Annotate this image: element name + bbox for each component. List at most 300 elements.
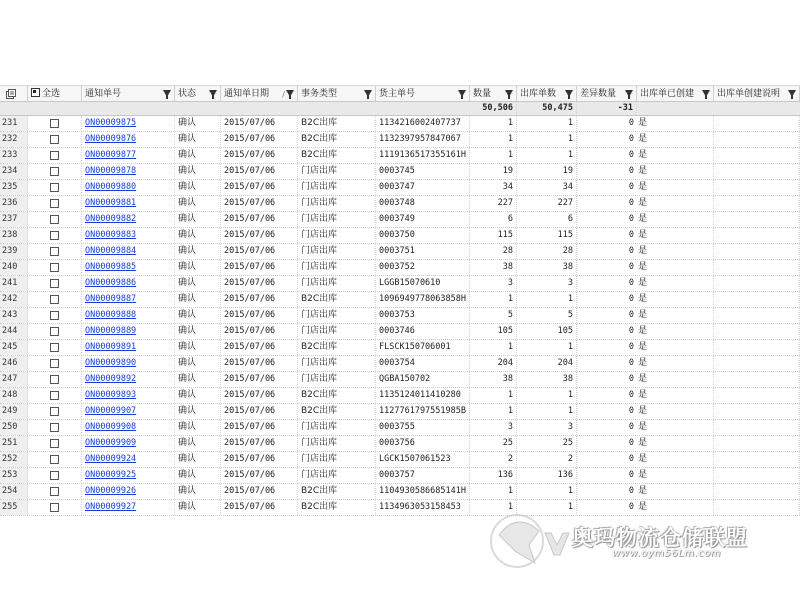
col-header-label: 出库单创建说明 (717, 89, 781, 99)
notice-number-link[interactable]: ON00009882 (82, 212, 175, 227)
filter-icon[interactable] (458, 90, 466, 97)
table-row[interactable] (0, 324, 800, 340)
out-note-cell (714, 228, 800, 243)
tx-type-cell: 门店出库 (298, 228, 376, 243)
tx-type-cell: B2C出库 (298, 116, 376, 131)
date-cell: 2015/07/06 (221, 292, 298, 307)
row-checkbox[interactable] (50, 423, 59, 432)
select-all-header[interactable] (28, 86, 82, 101)
tx-type-cell: 门店出库 (298, 212, 376, 227)
row-select[interactable] (28, 244, 82, 259)
row-select[interactable] (28, 388, 82, 403)
diff-qty-cell: 0 (628, 230, 634, 240)
owner-no-cell: 0003751 (376, 244, 470, 259)
notice-number-link[interactable]: ON00009884 (82, 244, 175, 259)
filter-icon[interactable] (505, 90, 513, 97)
owner-no-cell: QGBA150702 (376, 372, 470, 387)
filter-icon[interactable] (788, 90, 796, 97)
tx-type-cell: 门店出库 (298, 196, 376, 211)
diff-qty-cell: 0 (628, 214, 634, 224)
col-header-diff-qty[interactable] (577, 86, 637, 101)
out-qty-cell: 2 (517, 452, 577, 467)
qty-cell: 5 (470, 308, 517, 323)
col-header-notice-no[interactable] (82, 86, 175, 101)
notice-number-link[interactable]: ON00009889 (82, 324, 175, 339)
table-row[interactable] (0, 420, 800, 436)
table-row[interactable] (0, 356, 800, 372)
row-checkbox[interactable] (50, 487, 59, 496)
out-created-cell: 是 (637, 452, 714, 467)
owner-no-cell: 0003749 (376, 212, 470, 227)
filter-icon[interactable] (163, 90, 171, 97)
status-cell: 确认 (175, 420, 221, 435)
col-header-out-qty[interactable] (517, 86, 577, 101)
date-cell: 2015/07/06 (221, 228, 298, 243)
date-cell: 2015/07/06 (221, 420, 298, 435)
row-checkbox[interactable] (50, 311, 59, 320)
outbound-notice-grid (0, 85, 800, 516)
out-created-cell: 是 (637, 244, 714, 259)
owner-no-cell: LGCK1507061523 (376, 452, 470, 467)
owner-no-cell: 1096949778063858H (376, 292, 470, 307)
qty-cell: 1 (470, 404, 517, 419)
table-row[interactable] (0, 132, 800, 148)
diff-qty-cell: 0 (628, 454, 634, 464)
column-chooser-icon[interactable] (6, 89, 16, 99)
diff-qty-cell: 0 (628, 406, 634, 416)
filter-icon[interactable] (565, 90, 573, 97)
notice-number-link[interactable]: ON00009877 (82, 148, 175, 163)
col-header-notice-date[interactable] (221, 86, 298, 101)
qty-cell: 34 (470, 180, 517, 195)
table-row[interactable] (0, 276, 800, 292)
row-select[interactable] (28, 116, 82, 131)
qty-cell: 1 (470, 132, 517, 147)
row-number: 243 (0, 308, 28, 323)
qty-cell: 1 (470, 500, 517, 515)
status-cell: 确认 (175, 436, 221, 451)
status-cell: 确认 (175, 228, 221, 243)
table-row[interactable] (0, 212, 800, 228)
row-select[interactable] (28, 292, 82, 307)
diff-qty-cell: 0 (628, 470, 634, 480)
row-checkbox[interactable] (50, 199, 59, 208)
row-number: 247 (0, 372, 28, 387)
total-diff-qty: -31 (577, 102, 637, 115)
row-select[interactable] (28, 420, 82, 435)
table-row[interactable] (0, 260, 800, 276)
out-note-cell (714, 148, 800, 163)
out-created-cell: 是 (637, 228, 714, 243)
table-row[interactable] (0, 228, 800, 244)
out-qty-cell: 1 (517, 292, 577, 307)
diff-qty-cell: 0 (628, 502, 634, 512)
notice-number-link[interactable]: ON00009893 (82, 388, 175, 403)
row-select[interactable] (28, 324, 82, 339)
filter-icon[interactable] (286, 90, 294, 97)
out-qty-cell: 3 (517, 420, 577, 435)
filter-icon[interactable] (625, 90, 633, 97)
row-select[interactable] (28, 148, 82, 163)
tx-type-cell: 门店出库 (298, 180, 376, 195)
table-row[interactable] (0, 148, 800, 164)
row-number: 246 (0, 356, 28, 371)
out-created-cell: 是 (637, 420, 714, 435)
notice-number-link[interactable]: ON00009881 (82, 196, 175, 211)
notice-number-link[interactable]: ON00009883 (82, 228, 175, 243)
row-checkbox[interactable] (50, 151, 59, 160)
row-number: 242 (0, 292, 28, 307)
row-number: 251 (0, 436, 28, 451)
qty-cell: 6 (470, 212, 517, 227)
out-qty-cell: 25 (517, 436, 577, 451)
table-row[interactable] (0, 180, 800, 196)
select-all-label: 全选 (42, 89, 61, 99)
row-select[interactable] (28, 196, 82, 211)
row-checkbox[interactable] (50, 167, 59, 176)
row-checkbox[interactable] (50, 343, 59, 352)
tx-type-cell: B2C出库 (298, 340, 376, 355)
filter-icon[interactable] (364, 90, 372, 97)
date-cell: 2015/07/06 (221, 324, 298, 339)
row-number: 233 (0, 148, 28, 163)
row-checkbox[interactable] (50, 471, 59, 480)
notice-number-link[interactable]: ON00009887 (82, 292, 175, 307)
status-cell: 确认 (175, 212, 221, 227)
qty-cell: 1 (470, 148, 517, 163)
out-note-cell (714, 276, 800, 291)
out-qty-cell: 1 (517, 340, 577, 355)
filter-icon[interactable] (209, 90, 217, 97)
filter-icon[interactable] (702, 90, 710, 97)
diff-qty-cell: 0 (628, 166, 634, 176)
total-out-qty: 50,475 (517, 102, 577, 115)
row-select[interactable] (28, 436, 82, 451)
date-cell: 2015/07/06 (221, 212, 298, 227)
out-qty-cell: 136 (517, 468, 577, 483)
row-checkbox[interactable] (50, 135, 59, 144)
owner-no-cell: LGGB15070610 (376, 276, 470, 291)
row-select[interactable] (28, 228, 82, 243)
notice-number-link[interactable]: ON00009927 (82, 500, 175, 515)
tx-type-cell: 门店出库 (298, 468, 376, 483)
table-row[interactable] (0, 116, 800, 132)
out-created-cell: 是 (637, 180, 714, 195)
col-header-label: 出库单数 (520, 89, 557, 99)
date-cell: 2015/07/06 (221, 308, 298, 323)
notice-number-link[interactable]: ON00009891 (82, 340, 175, 355)
tx-type-cell: 门店出库 (298, 452, 376, 467)
watermark-url: www.oym56Lm.com (612, 548, 721, 559)
table-row[interactable] (0, 388, 800, 404)
row-select[interactable] (28, 484, 82, 499)
qty-cell: 38 (470, 260, 517, 275)
out-created-cell: 是 (637, 292, 714, 307)
table-row[interactable] (0, 452, 800, 468)
row-number: 255 (0, 500, 28, 515)
row-checkbox[interactable] (50, 359, 59, 368)
out-qty-cell: 34 (517, 180, 577, 195)
owner-no-cell: 1134963053158453 (376, 500, 470, 515)
out-created-cell: 是 (637, 468, 714, 483)
row-checkbox[interactable] (50, 263, 59, 272)
tx-type-cell: 门店出库 (298, 420, 376, 435)
row-checkbox[interactable] (50, 455, 59, 464)
out-note-cell (714, 468, 800, 483)
date-cell: 2015/07/06 (221, 436, 298, 451)
out-created-cell: 是 (637, 324, 714, 339)
row-select[interactable] (28, 308, 82, 323)
row-select[interactable] (28, 276, 82, 291)
row-number: 249 (0, 404, 28, 419)
grid-corner-cell[interactable] (0, 86, 28, 101)
qty-cell: 1 (470, 388, 517, 403)
out-created-cell: 是 (637, 196, 714, 211)
total-qty: 50,506 (470, 102, 517, 115)
row-select[interactable] (28, 468, 82, 483)
qty-cell: 204 (470, 356, 517, 371)
status-cell: 确认 (175, 452, 221, 467)
table-row[interactable] (0, 372, 800, 388)
out-created-cell: 是 (637, 388, 714, 403)
date-cell: 2015/07/06 (221, 500, 298, 515)
row-select[interactable] (28, 132, 82, 147)
totals-row (0, 102, 800, 116)
date-cell: 2015/07/06 (221, 404, 298, 419)
col-header-label: 出库单已创建 (640, 89, 695, 99)
table-row[interactable] (0, 196, 800, 212)
date-cell: 2015/07/06 (221, 388, 298, 403)
row-checkbox[interactable] (50, 439, 59, 448)
row-number: 237 (0, 212, 28, 227)
row-select[interactable] (28, 404, 82, 419)
qty-cell: 136 (470, 468, 517, 483)
table-row[interactable] (0, 436, 800, 452)
table-row[interactable] (0, 404, 800, 420)
owner-no-cell: 0003753 (376, 308, 470, 323)
notice-number-link[interactable]: ON00009924 (82, 452, 175, 467)
out-qty-cell: 3 (517, 276, 577, 291)
table-row[interactable] (0, 244, 800, 260)
notice-number-link[interactable]: ON00009880 (82, 180, 175, 195)
row-select[interactable] (28, 164, 82, 179)
out-note-cell (714, 356, 800, 371)
date-cell: 2015/07/06 (221, 148, 298, 163)
row-checkbox[interactable] (50, 215, 59, 224)
diff-qty-cell: 0 (628, 294, 634, 304)
out-qty-cell: 38 (517, 372, 577, 387)
date-cell: 2015/07/06 (221, 180, 298, 195)
status-cell: 确认 (175, 292, 221, 307)
qty-cell: 28 (470, 244, 517, 259)
owner-no-cell: 1119136517355161H (376, 148, 470, 163)
status-cell: 确认 (175, 180, 221, 195)
notice-number-link[interactable]: ON00009875 (82, 116, 175, 131)
status-cell: 确认 (175, 484, 221, 499)
grid-body (0, 116, 800, 516)
tx-type-cell: 门店出库 (298, 436, 376, 451)
row-checkbox[interactable] (50, 119, 59, 128)
status-cell: 确认 (175, 308, 221, 323)
status-cell: 确认 (175, 132, 221, 147)
row-number: 253 (0, 468, 28, 483)
row-checkbox[interactable] (50, 407, 59, 416)
out-created-cell: 是 (637, 340, 714, 355)
diff-qty-cell: 0 (628, 486, 634, 496)
row-select[interactable] (28, 356, 82, 371)
date-cell: 2015/07/06 (221, 484, 298, 499)
notice-number-link[interactable]: ON00009890 (82, 356, 175, 371)
out-qty-cell: 115 (517, 228, 577, 243)
notice-number-link[interactable]: ON00009909 (82, 436, 175, 451)
row-number: 231 (0, 116, 28, 131)
out-qty-cell: 227 (517, 196, 577, 211)
notice-number-link[interactable]: ON00009926 (82, 484, 175, 499)
row-checkbox[interactable] (50, 231, 59, 240)
row-select[interactable] (28, 180, 82, 195)
status-cell: 确认 (175, 276, 221, 291)
notice-number-link[interactable]: ON00009892 (82, 372, 175, 387)
out-note-cell (714, 404, 800, 419)
col-header-label: 数量 (473, 89, 492, 99)
tx-type-cell: 门店出库 (298, 164, 376, 179)
out-created-cell: 是 (637, 164, 714, 179)
row-checkbox[interactable] (50, 247, 59, 256)
qty-cell: 115 (470, 228, 517, 243)
qty-cell: 1 (470, 116, 517, 131)
tx-type-cell: B2C出库 (298, 484, 376, 499)
date-cell: 2015/07/06 (221, 260, 298, 275)
row-number: 241 (0, 276, 28, 291)
col-header-status[interactable] (175, 86, 221, 101)
notice-number-link[interactable]: ON00009925 (82, 468, 175, 483)
out-qty-cell: 6 (517, 212, 577, 227)
out-qty-cell: 19 (517, 164, 577, 179)
status-cell: 确认 (175, 388, 221, 403)
notice-number-link[interactable]: ON00009908 (82, 420, 175, 435)
grid-header-row (0, 85, 800, 102)
status-cell: 确认 (175, 324, 221, 339)
tx-type-cell: 门店出库 (298, 372, 376, 387)
row-checkbox[interactable] (50, 295, 59, 304)
out-note-cell (714, 164, 800, 179)
status-cell: 确认 (175, 196, 221, 211)
row-number: 239 (0, 244, 28, 259)
out-note-cell (714, 180, 800, 195)
status-cell: 确认 (175, 500, 221, 515)
tx-type-cell: B2C出库 (298, 132, 376, 147)
out-qty-cell: 1 (517, 148, 577, 163)
table-row[interactable] (0, 164, 800, 180)
owner-no-cell: 0003757 (376, 468, 470, 483)
table-row[interactable] (0, 292, 800, 308)
notice-number-link[interactable]: ON00009907 (82, 404, 175, 419)
date-cell: 2015/07/06 (221, 196, 298, 211)
row-select[interactable] (28, 260, 82, 275)
sort-icon[interactable]: / (282, 90, 285, 99)
out-note-cell (714, 452, 800, 467)
select-all-checkbox[interactable] (31, 88, 40, 97)
date-cell: 2015/07/06 (221, 340, 298, 355)
notice-number-link[interactable]: ON00009886 (82, 276, 175, 291)
out-qty-cell: 1 (517, 132, 577, 147)
row-number: 252 (0, 452, 28, 467)
row-number: 234 (0, 164, 28, 179)
watermark-text: 奥玛物流仓储联盟 (572, 526, 748, 550)
out-qty-cell: 1 (517, 388, 577, 403)
row-checkbox[interactable] (50, 279, 59, 288)
row-select[interactable] (28, 212, 82, 227)
notice-number-link[interactable]: ON00009888 (82, 308, 175, 323)
out-note-cell (714, 292, 800, 307)
diff-qty-cell: 0 (628, 390, 634, 400)
date-cell: 2015/07/06 (221, 116, 298, 131)
row-number: 245 (0, 340, 28, 355)
qty-cell: 25 (470, 436, 517, 451)
notice-number-link[interactable]: ON00009876 (82, 132, 175, 147)
out-note-cell (714, 420, 800, 435)
notice-number-link[interactable]: ON00009885 (82, 260, 175, 275)
qty-cell: 227 (470, 196, 517, 211)
owner-no-cell: 0003756 (376, 436, 470, 451)
col-header-owner-no[interactable] (376, 86, 470, 101)
row-number: 250 (0, 420, 28, 435)
row-select[interactable] (28, 372, 82, 387)
row-select[interactable] (28, 340, 82, 355)
col-header-label: 事务类型 (301, 89, 338, 99)
col-header-out-created[interactable] (637, 86, 714, 101)
out-note-cell (714, 132, 800, 147)
totals-spacer-right (637, 102, 800, 115)
qty-cell: 1 (470, 484, 517, 499)
row-select[interactable] (28, 500, 82, 515)
out-qty-cell: 1 (517, 484, 577, 499)
date-cell: 2015/07/06 (221, 164, 298, 179)
row-select[interactable] (28, 452, 82, 467)
diff-qty-cell: 0 (628, 358, 634, 368)
out-qty-cell: 28 (517, 244, 577, 259)
notice-number-link[interactable]: ON00009878 (82, 164, 175, 179)
col-header-out-note[interactable] (714, 86, 800, 101)
diff-qty-cell: 0 (628, 374, 634, 384)
row-checkbox[interactable] (50, 183, 59, 192)
owner-no-cell: 0003748 (376, 196, 470, 211)
table-row[interactable] (0, 308, 800, 324)
table-row[interactable] (0, 484, 800, 500)
table-row[interactable] (0, 468, 800, 484)
tx-type-cell: 门店出库 (298, 244, 376, 259)
out-note-cell (714, 116, 800, 131)
col-header-qty[interactable] (470, 86, 517, 101)
out-created-cell: 是 (637, 404, 714, 419)
diff-qty-cell: 0 (628, 150, 634, 160)
diff-qty-cell: 0 (628, 182, 634, 192)
row-checkbox[interactable] (50, 375, 59, 384)
owner-no-cell: 0003755 (376, 420, 470, 435)
owner-no-cell: 0003745 (376, 164, 470, 179)
col-header-label: 状态 (178, 89, 197, 99)
owner-no-cell: 0003746 (376, 324, 470, 339)
row-checkbox[interactable] (50, 503, 59, 512)
col-header-tx-type[interactable] (298, 86, 376, 101)
qty-cell: 105 (470, 324, 517, 339)
row-checkbox[interactable] (50, 327, 59, 336)
out-note-cell (714, 308, 800, 323)
status-cell: 确认 (175, 372, 221, 387)
row-checkbox[interactable] (50, 391, 59, 400)
owner-no-cell: 1127761797551985B (376, 404, 470, 419)
table-row[interactable] (0, 340, 800, 356)
